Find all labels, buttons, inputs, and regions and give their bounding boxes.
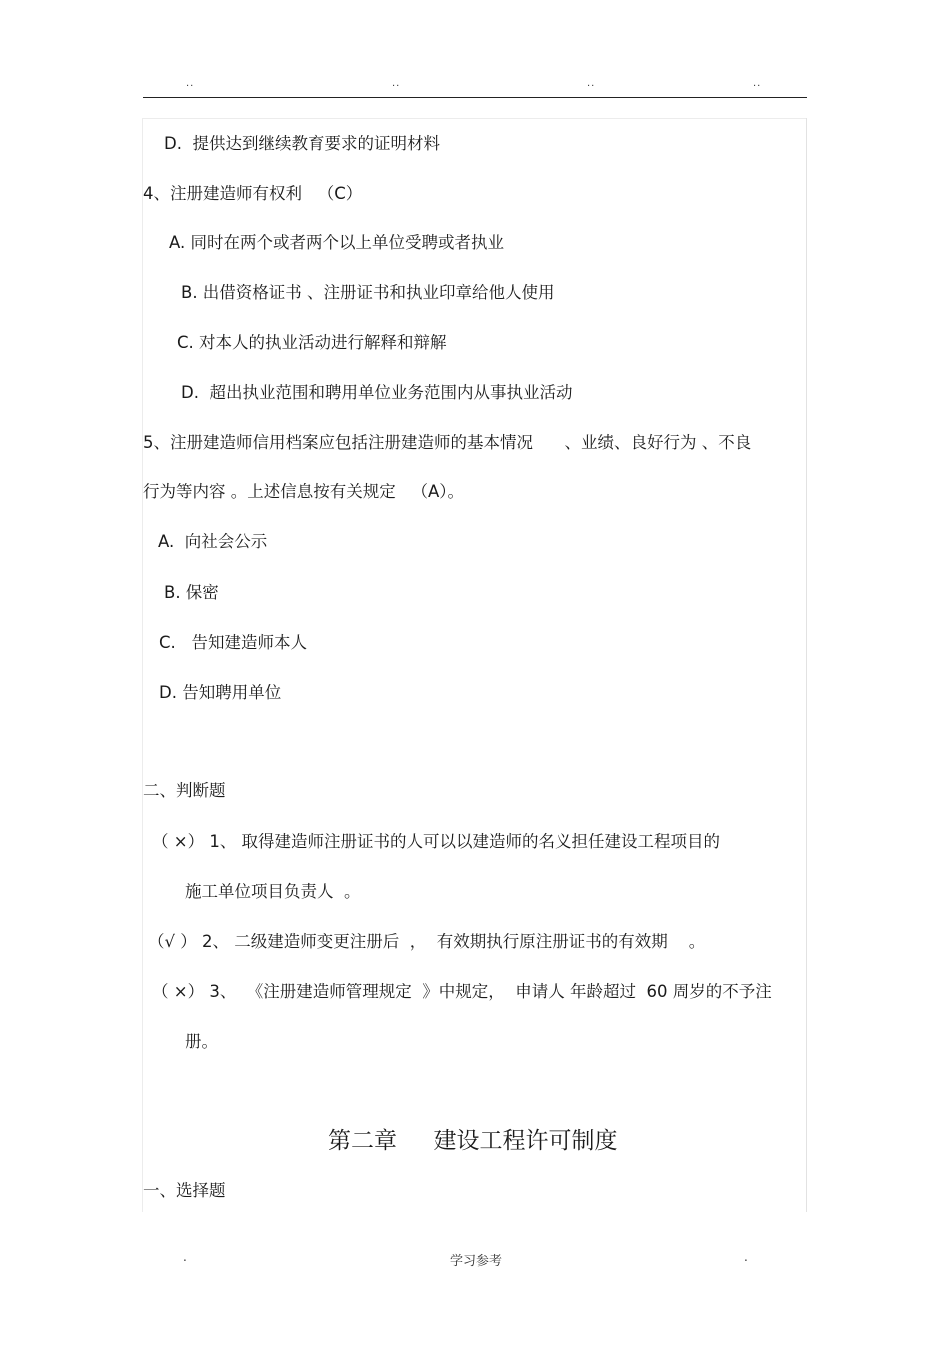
question-4: 4、注册建造师有权利 （C） — [143, 184, 363, 203]
judgement-2: （√ ） 2、 二级建造师变更注册后 ， 有效期执行原注册证书的有效期 。 — [148, 932, 706, 951]
footer-label: 学习参考 — [450, 1254, 503, 1269]
option-a-q5: A. 向社会公示 — [158, 532, 268, 551]
judgement-3-line-2: 册。 — [185, 1032, 218, 1051]
page-frame-left — [142, 118, 143, 1212]
option-c-q4: C. 对本人的执业活动进行解释和辩解 — [177, 333, 447, 352]
page-frame-top — [143, 118, 807, 119]
judgement-1-line-2: 施工单位项目负责人 。 — [185, 882, 361, 901]
question-5-line-1: 5、注册建造师信用档案应包括注册建造师的基本情况 、业绩、良好行为 、不良 — [143, 433, 752, 452]
option-d-q4: D. 超出执业范围和聘用单位业务范围内从事执业活动 — [181, 383, 573, 402]
option-c-q5: C. 告知建造师本人 — [159, 633, 308, 652]
judgement-1-line-1: （ ×） 1、 取得建造师注册证书的人可以以建造师的名义担任建设工程项目的 — [152, 832, 721, 851]
footer-left-dot: . — [183, 1250, 187, 1264]
option-b-q5: B. 保密 — [164, 583, 219, 602]
option-d-q3: D. 提供达到继续教育要求的证明材料 — [164, 134, 440, 153]
option-b-q4: B. 出借资格证书 、注册证书和执业印章给他人使用 — [181, 283, 555, 302]
option-a-q4: A. 同时在两个或者两个以上单位受聘或者执业 — [169, 233, 504, 252]
header-dot-1: .. — [186, 78, 195, 89]
footer-right-dot: . — [744, 1250, 748, 1264]
page-frame-right — [806, 118, 807, 1212]
header-dot-2: .. — [392, 78, 401, 89]
header-rule — [143, 97, 807, 98]
option-d-q5: D. 告知聘用单位 — [159, 683, 282, 702]
question-5-line-2: 行为等内容 。上述信息按有关规定 （A）。 — [143, 482, 465, 501]
section-choice: 一、选择题 — [143, 1181, 226, 1200]
chapter-title: 第二章 建设工程许可制度 — [328, 1128, 618, 1154]
judgement-3-line-1: （ ×） 3、 《注册建造师管理规定 》中规定， 申请人 年龄超过 60 周岁的不予注 — [152, 982, 772, 1001]
header-dot-3: .. — [587, 78, 596, 89]
header-dot-4: .. — [753, 78, 762, 89]
section-judgement: 二、判断题 — [143, 781, 226, 800]
